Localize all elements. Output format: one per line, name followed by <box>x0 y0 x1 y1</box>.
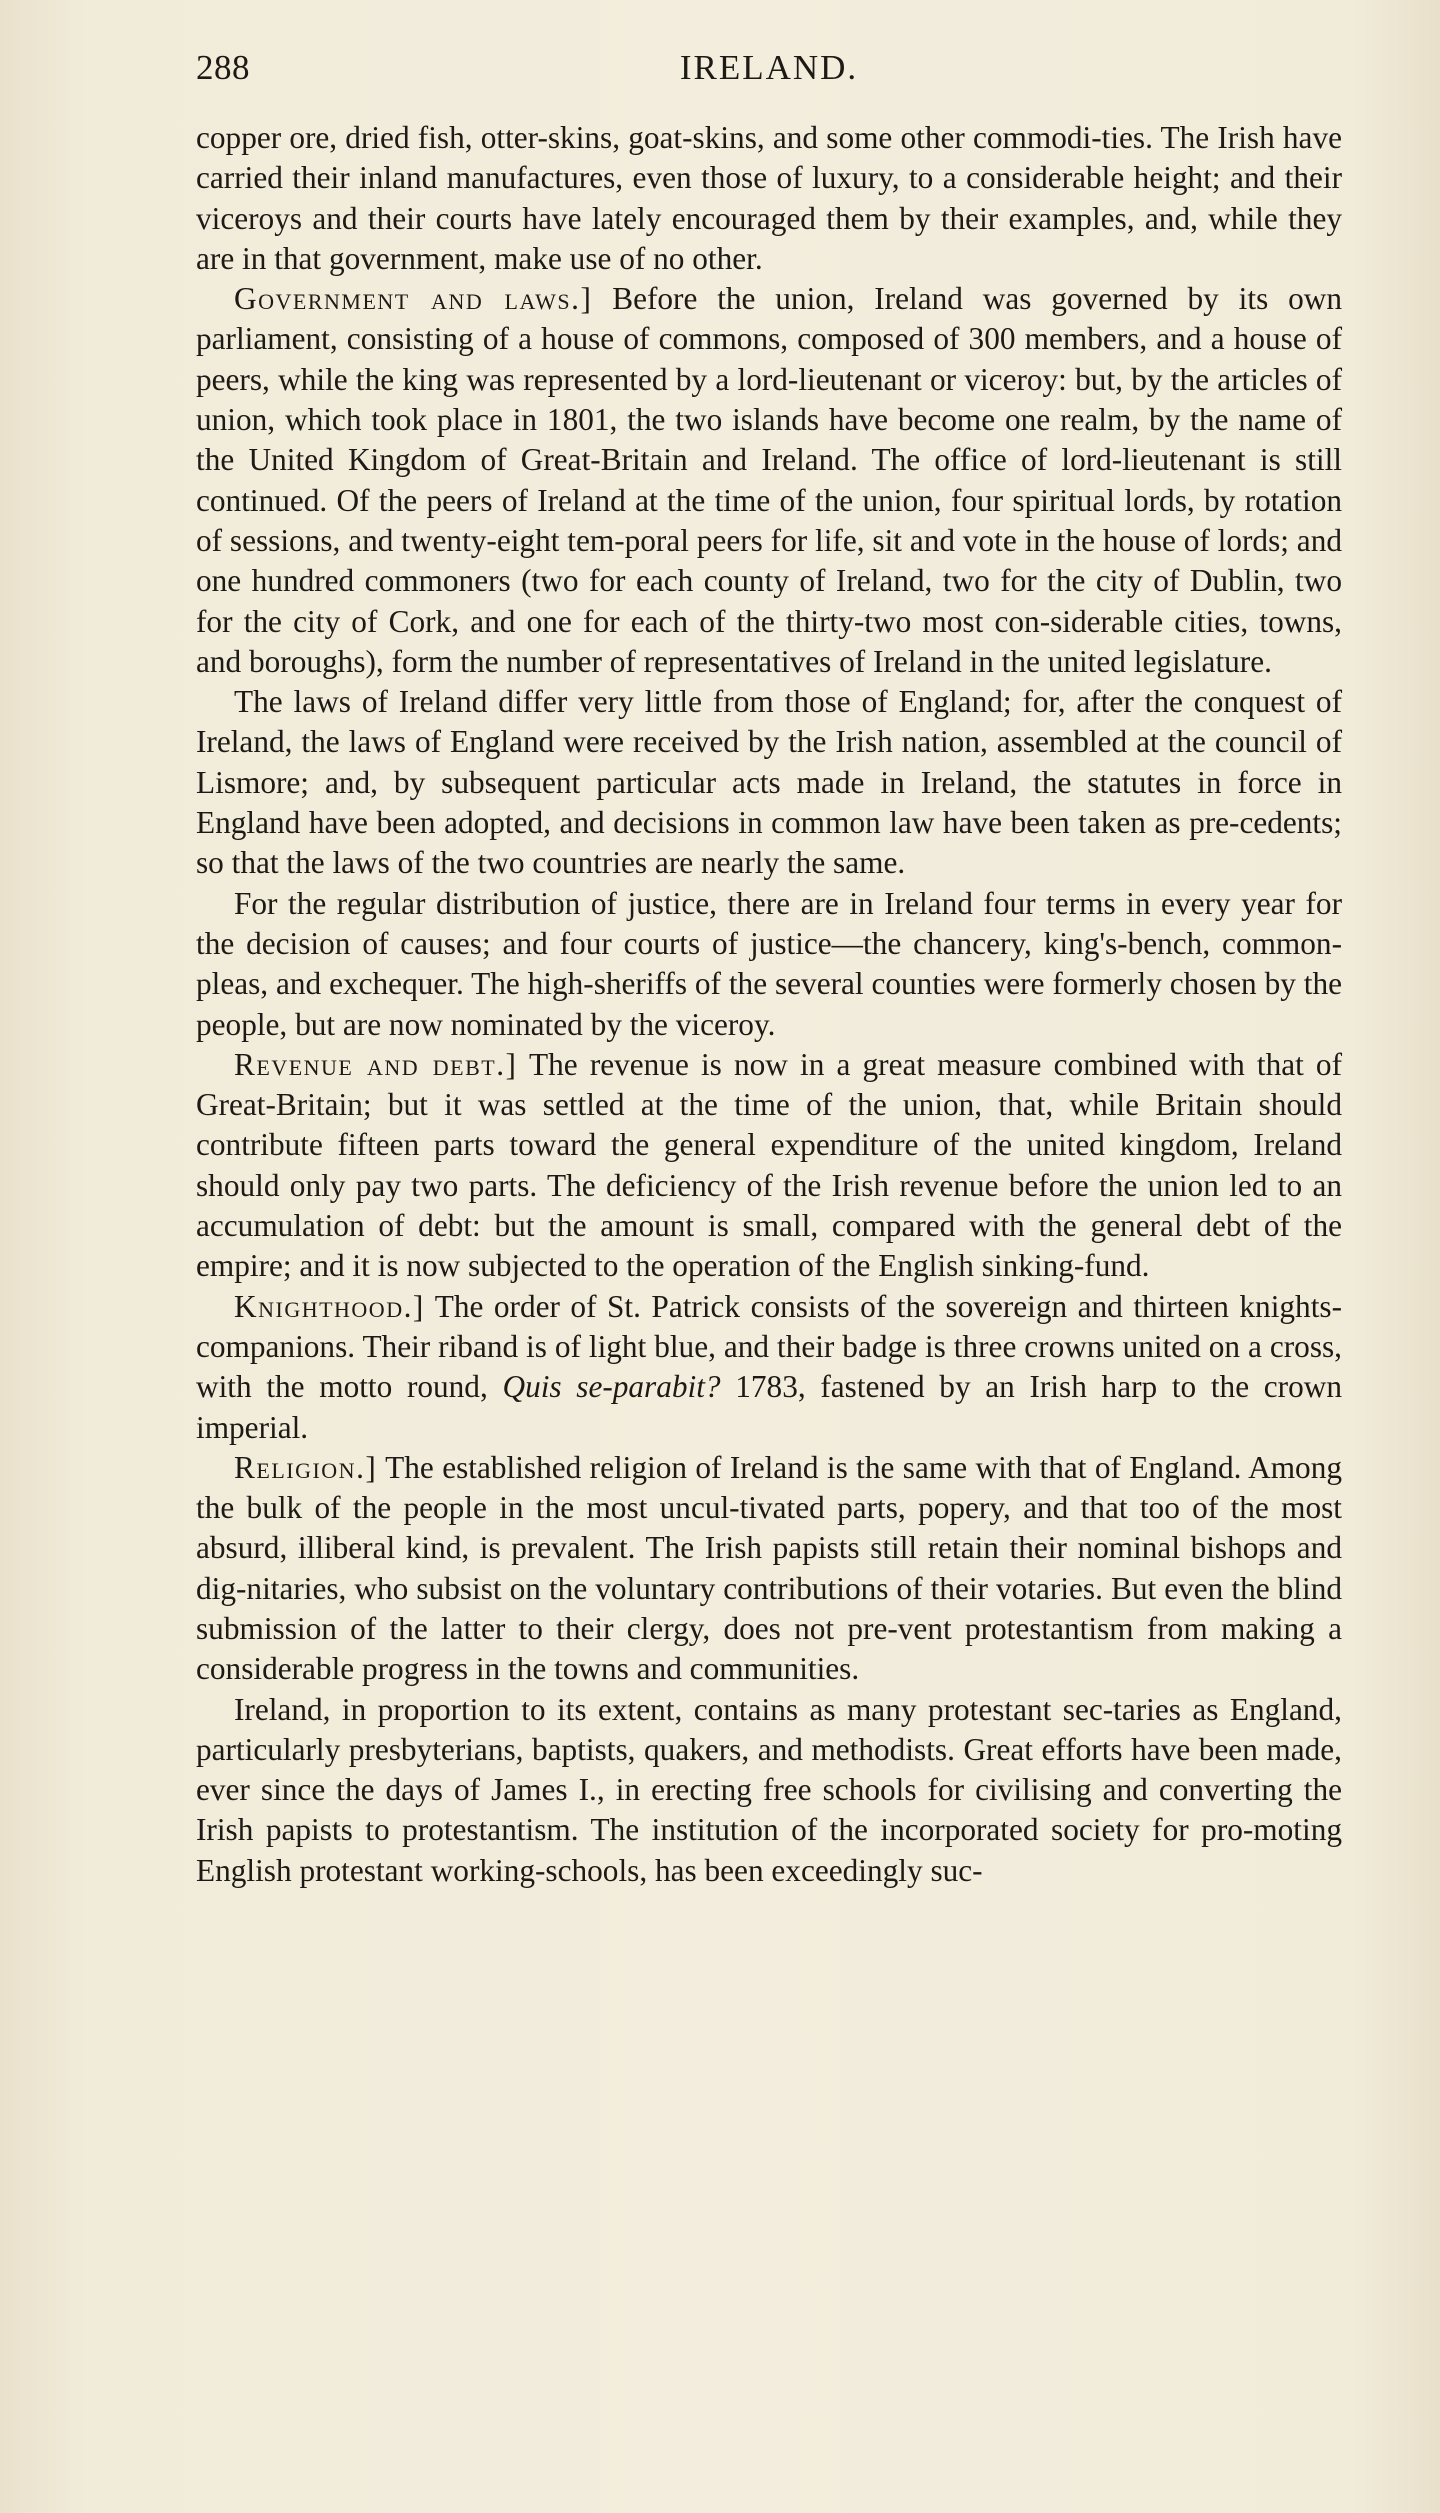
paragraph-knighthood <box>196 1287 1342 1448</box>
paragraph-justice <box>196 884 1342 1045</box>
section-heading-revenue: Revenue and debt.] <box>234 1046 518 1082</box>
paragraph-text: The established religion of Ireland is the same with that of England. Among the bulk of the people in the most uncul-tivated parts, popery, and that too of the most absurd, illiberal kind, is prevalent. The Irish papists still retain their nominal bishops and dig-nitaries, who subsist on the voluntary contributions of their votaries. But even the blind submission of the latter to their clergy, does not pre-vent protestantism from making a considerable progress in the towns and communities. <box>196 1449 1342 1687</box>
paragraph-text: The laws of Ireland differ very little from those of England; for, after the conquest of Ireland, the laws of England were received by the Irish nation, assembled at the council of Lismore; and, by subsequent particular acts made in Ireland, the statutes in force in England have been adopted, and decisions in common law have been taken as pre-cedents; so that the laws of the two countries are nearly the same. <box>196 684 1342 881</box>
paragraph-text: The order of St. Patrick consists of the sovereign and thirteen knights-companions. Their riband is of light blue, and their badge is three crowns united on a cross, with the motto round, <box>196 1288 1342 1405</box>
section-heading-religion: Religion.] <box>234 1449 378 1485</box>
paragraph-religion <box>196 1448 1342 1690</box>
paragraph-text: Ireland, in proportion to its extent, contains as many protestant sec-taries as England, particularly presbyterians, baptists, quakers, and methodists. Great efforts have been made, ever since the days of James I., in erecting free schools for civilising and converting the Irish papists to protestantism. The institution of the incorporated society for pro-moting English protestant working-schools, has been exceedingly suc- <box>196 1691 1342 1888</box>
paragraph-text: Before the union, Ireland was governed by its own parliament, consisting of a house of commons, composed of 300 members, and a house of peers, while the king was represented by a lord-lieutenant or viceroy: but, by the articles of union, which took place in 1801, the two islands have become one realm, by the name of the United Kingdom of Great-Britain and Ireland. The office of lord-lieutenant is still continued. Of the peers of Ireland at the time of the union, four spiritual lords, by rotation of sessions, and twenty-eight tem-poral peers for life, sit and vote in the house of lords; and one hundred commoners (two for each county of Ireland, two for the city of Dublin, two for the city of Cork, and one for each of the thirty-two most con-siderable cities, towns, and boroughs), form the number of representatives of Ireland in the united legislature. <box>196 281 1342 679</box>
body-text <box>196 118 1342 1891</box>
paragraph-sectaries <box>196 1690 1342 1891</box>
paragraph-revenue <box>196 1045 1342 1287</box>
running-head: IRELAND. <box>679 48 859 87</box>
paragraph-text: The revenue is now in a great measure combined with that of Great-Britain; but it was settled at the time of the union, that, while Britain should contribute fifteen parts toward the general expenditure of the united kingdom, Ireland should only pay two parts. The deficiency of the Irish revenue before the union led to an accumulation of debt: but the amount is small, compared with the general debt of the empire; and it is now subjected to the operation of the English sinking-fund. <box>196 1046 1342 1284</box>
section-heading-government: Government and laws.] <box>234 281 593 317</box>
motto: Quis se-parabit? <box>502 1369 721 1405</box>
page-header <box>196 48 1342 92</box>
section-heading-knighthood: Knighthood.] <box>234 1288 425 1324</box>
page-number: 288 <box>196 48 250 87</box>
paragraph-commodities <box>196 118 1342 279</box>
paragraph-government <box>196 279 1342 682</box>
paragraph-laws <box>196 682 1342 883</box>
paragraph-text-after-motto: 1783, fastened by an Irish harp to the crown imperial. <box>196 1369 1342 1445</box>
paragraph-text: copper ore, dried fish, otter-skins, goat-skins, and some other commodi-ties. The Irish have carried their inland manufactures, even those of luxury, to a considerable height; and their viceroys and their courts have lately encouraged them by their examples, and, while they are in that government, make use of no other. <box>196 120 1342 276</box>
paragraph-text: For the regular distribution of justice, there are in Ireland four terms in every year for the decision of causes; and four courts of justice—the chancery, king's-bench, common-pleas, and exchequer. The high-sheriffs of the several counties were formerly chosen by the people, but are now nominated by the viceroy. <box>196 885 1342 1042</box>
